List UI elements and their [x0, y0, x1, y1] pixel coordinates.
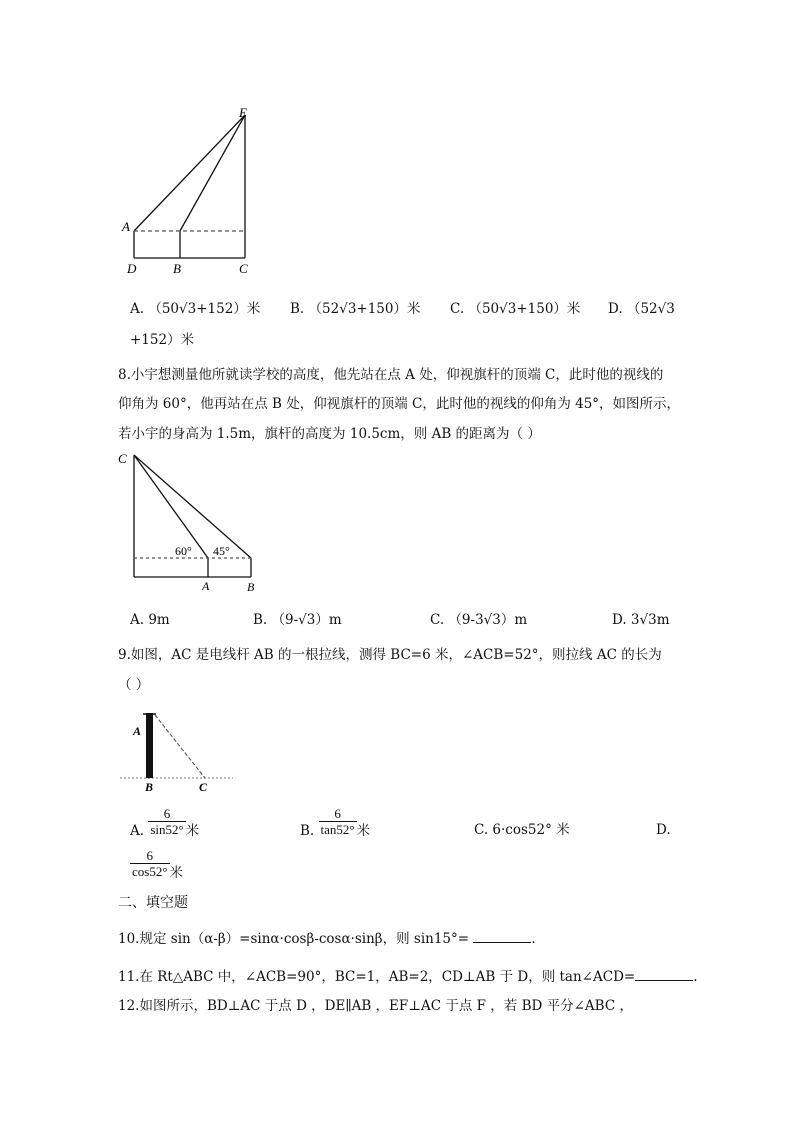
sqrt-icon: √3: [639, 612, 657, 628]
q9-line-2: （ ）: [118, 677, 150, 693]
q7-figure: [118, 100, 268, 280]
q8-option-a[interactable]: A. 9m: [130, 612, 170, 628]
sqrt-icon: √3: [179, 301, 197, 317]
q8-option-c[interactable]: C. （9-3√3）m: [430, 612, 528, 628]
q7-option-c[interactable]: C. （50√3+150）米: [450, 301, 581, 317]
q9-option-d: $\frac{6}{\cos 52^\circ}$ 米: [132, 848, 184, 881]
label-B: B: [173, 261, 181, 276]
q8-figure: [112, 445, 272, 595]
answer-blank[interactable]: [635, 966, 693, 981]
q8-option-b[interactable]: B. （9-√3）m: [253, 612, 342, 628]
angle-60: 60°: [175, 544, 192, 558]
q11: 11.在 Rt△ABC 中，∠ACB=90°，BC=1，AB=2，CD⊥AB 于 D，则 tan∠ACD= .: [118, 966, 698, 987]
label-D: D: [127, 261, 137, 276]
q9-option-d-label[interactable]: D.: [656, 822, 671, 838]
label-B: B: [145, 780, 154, 794]
label-B: B: [247, 580, 255, 594]
label-A: A: [133, 724, 142, 738]
label-A: A: [122, 219, 130, 234]
sqrt-icon: √3: [483, 612, 501, 628]
q8-option-d[interactable]: D. 3√3m: [612, 612, 670, 628]
q7-option-a[interactable]: A. （50√3+152）米: [130, 301, 261, 317]
q9-figure: [115, 705, 245, 800]
label-A: A: [202, 579, 210, 593]
label-E: E: [239, 105, 247, 120]
q7-option-b[interactable]: B. （52√3+150）米: [290, 301, 421, 317]
label-C: C: [239, 261, 248, 276]
fraction: $\frac{6}{\sin 52^\circ}$: [150, 806, 184, 837]
q12: 12.如图所示，BD⊥AC 于点 D ，DE∥AB ，EF⊥AC 于点 F ，若 BD 平分∠ABC ，: [118, 998, 633, 1014]
q9-option-a[interactable]: A. $\frac{6}{\sin 52^\circ}$ 米: [130, 806, 200, 839]
answer-blank[interactable]: [473, 928, 531, 943]
q9-option-b[interactable]: B. $\frac{6}{\tan 52^\circ}$ 米: [300, 806, 371, 839]
q9-option-c[interactable]: C. 6·cos52° 米: [474, 822, 570, 838]
angle-45: 45°: [213, 544, 230, 558]
sqrt-icon: √3: [657, 301, 675, 317]
q8-line-3: 若小宇的身高为 1.5m，旗杆的高度为 10.5cm，则 AB 的距离为（ ）: [118, 426, 541, 442]
sqrt-icon: √3: [298, 612, 316, 628]
q8-line-1: 8.小宇想测量他所就读学校的高度，他先站在点 A 处，仰视旗杆的顶端 C，此时他的视线的: [118, 367, 664, 383]
label-C: C: [199, 780, 208, 794]
fraction: $\frac{6}{\tan 52^\circ}$: [320, 806, 355, 837]
q8-line-2: 仰角为 60°，他再站在点 B 处，仰视旗杆的顶端 C，此时他的视线的仰角为 45°，如图所示，: [118, 396, 681, 412]
section-title: 二、填空题: [118, 895, 188, 911]
fraction: $\frac{6}{\cos 52^\circ}$: [132, 848, 168, 879]
sqrt-icon: √3: [499, 301, 517, 317]
q9-line-1: 9.如图，AC 是电线杆 AB 的一根拉线，测得 BC=6 米，∠ACB=52°，则拉线 AC 的长为: [118, 647, 662, 663]
q10: 10.规定 sin（α-β）=sinα·cosβ-cosα·sinβ，则 sin15°= .: [118, 928, 536, 949]
q7-option-d[interactable]: D. （52√3: [608, 301, 675, 317]
label-C: C: [118, 451, 127, 466]
q7-option-d-continued: +152）米: [130, 332, 195, 348]
sqrt-icon: √3: [339, 301, 357, 317]
